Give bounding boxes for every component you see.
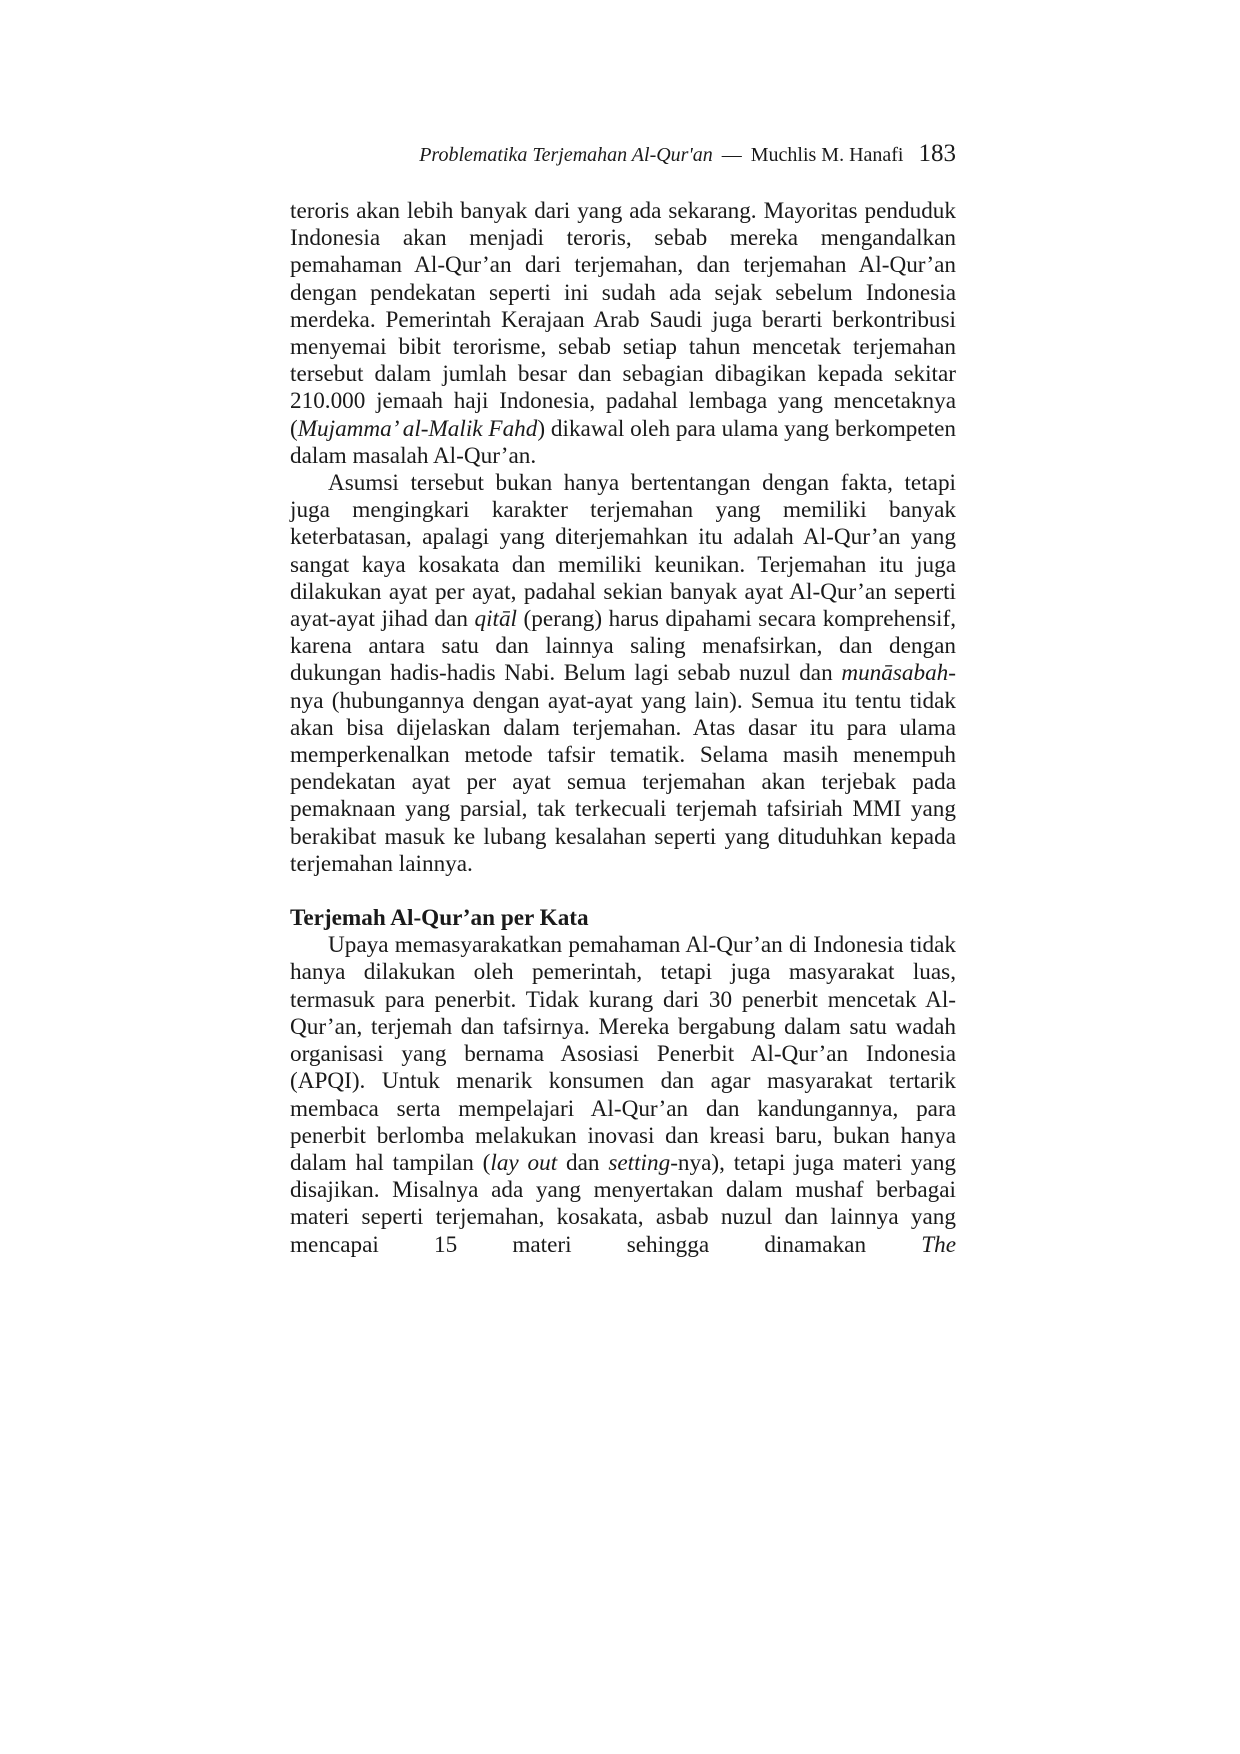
paragraph-2-italic-1: qitāl <box>474 606 517 633</box>
paragraph-3-text-3: -nya), tetapi juga materi yang disajikan. Misalnya ada yang menyertakan dalam mushaf berbagai materi seperti terjemahan, kosakata, asbab nuzul dan lainnya yang mencapai 15 materi sehingga dinamakan <box>290 1149 957 1258</box>
paragraph-3-italic-2: setting <box>608 1149 671 1176</box>
body-text <box>290 198 956 1259</box>
running-header <box>419 140 956 169</box>
paragraph-3 <box>290 932 956 1258</box>
paragraph-3-text-1: Upaya memasyarakatkan pemahaman Al-Qur’an di Indonesia tidak hanya dilakukan oleh pemerintah, tetapi juga masyarakat luas, termasuk para penerbit. Tidak kurang dari 30 penerbit mencetak Al-Qur’an, terjemah dan tafsirnya. Mereka bergabung dalam satu wadah organisasi yang bernama Asosiasi Penerbit Al-Qur’an Indonesia (APQI). Untuk menarik konsumen dan agar masyarakat tertarik membaca serta mempelajari Al-Qur’an dan kandungannya, para penerbit berlomba melakukan inovasi dan kreasi baru, bukan hanya dalam hal tampilan ( <box>290 932 956 1176</box>
paragraph-2-italic-2: munāsabah <box>841 660 949 687</box>
paragraph-1 <box>290 198 956 470</box>
running-header-author: Muchlis M. Hanafi <box>750 144 904 166</box>
paragraph-3-text-2: dan <box>557 1149 609 1176</box>
paragraph-2-text-3: -nya (hubungannya dengan ayat-ayat yang lain). Semua itu tentu tidak akan bisa dijelaskan dalam terjemahan. Atas dasar itu para ulama memperkenalkan metode tafsir tematik. Selama masih menempuh pendekatan ayat per ayat semua terjemahan akan terjebak pada pemaknaan yang parsial, tak terkecuali terjemah tafsiriah MMI yang berakibat masuk ke lubang kesalahan seperti yang dituduhkan kepada terjemahan lainnya. <box>290 660 956 877</box>
paragraph-3-italic-3: The <box>921 1231 956 1258</box>
running-header-dash: — <box>721 144 742 166</box>
section-heading: Terjemah Al-Qur’an per Kata <box>290 905 589 932</box>
paragraph-2-text-1: Asumsi tersebut bukan hanya bertentangan dengan fakta, tetapi juga mengingkari karakter terjemahan yang memiliki banyak keterbatasan, apalagi yang diterjemahkan itu adalah Al-Qur’an yang sangat kaya kosakata dan memiliki keunikan. Terjemahan itu juga dilakukan ayat per ayat, padahal sekian banyak ayat Al-Qur’an seperti ayat-ayat jihad dan <box>290 470 956 633</box>
paragraph-3-italic-1: lay out <box>490 1149 558 1176</box>
paragraph-1-text-2: ) dikawal oleh para ulama yang berkompeten dalam masalah Al-Qur’an. <box>290 415 957 469</box>
paragraph-2-text-2: (perang) harus dipahami secara komprehensif, karena antara satu dan lainnya saling menafsirkan, dan dengan dukungan hadis-hadis Nabi. Belum lagi sebab nuzul dan <box>290 606 956 687</box>
paragraph-2 <box>290 470 956 878</box>
page-number: 183 <box>918 140 956 167</box>
running-header-title: Problematika Terjemahan Al-Qur'an <box>419 144 713 166</box>
paragraph-1-italic-1: Mujamma’ al-Malik Fahd <box>297 415 538 442</box>
paragraph-1-text-1: teroris akan lebih banyak dari yang ada sekarang. Mayoritas penduduk Indonesia akan menjadi teroris, sebab mereka mengandalkan pemahaman Al-Qur’an dari terjemahan, dan terjemahan Al-Qur’an dengan pendekatan seperti ini sudah ada sejak sebelum Indonesia merdeka. Pemerintah Kerajaan Arab Saudi juga berarti berkontribusi menyemai bibit terorisme, sebab setiap tahun mencetak terjemahan tersebut dalam jumlah besar dan sebagian dibagikan kepada sekitar 210.000 jemaah haji Indonesia, padahal lembaga yang mencetaknya ( <box>290 198 956 442</box>
